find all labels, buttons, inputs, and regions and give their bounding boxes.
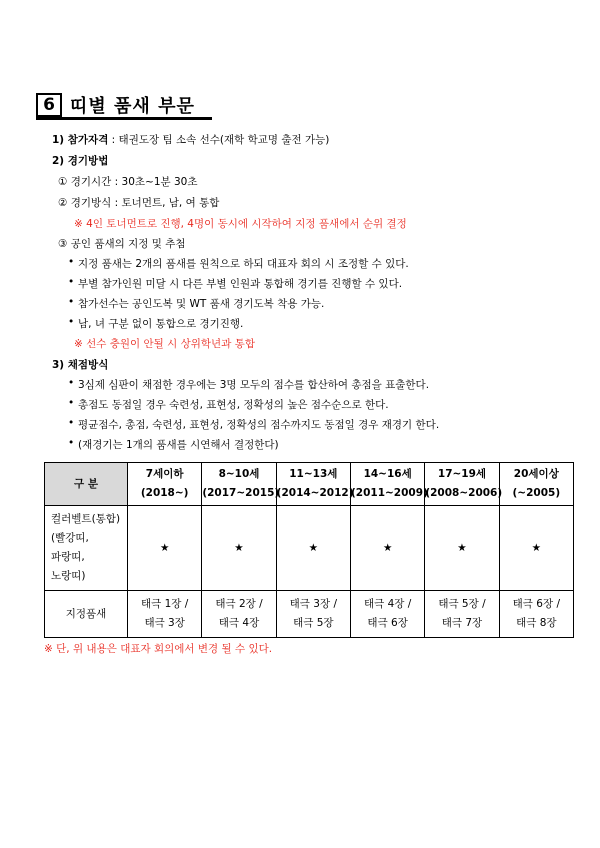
- division-table: [44, 462, 574, 638]
- poomsae-line: 태극 4장: [218, 617, 260, 629]
- scoring-bullet: • 3심제 심판이 채점한 경우에는 3명 모두의 점수를 합산하여 총점을 표출한다.: [78, 377, 429, 392]
- header-cell: [499, 463, 573, 506]
- table-row: [45, 591, 574, 638]
- footer-note: ※ 단, 위 내용은 대표자 회의에서 변경 될 수 있다.: [44, 643, 273, 655]
- row-label-poomsae: 지정품새: [45, 591, 128, 638]
- designation-bullet: • 참가선수는 공인도복 및 WT 품새 경기도복 착용 가능.: [78, 296, 324, 311]
- poomsae-line: 태극 3장 /: [289, 598, 337, 610]
- header-years: (2014~2012): [276, 487, 354, 499]
- designation-bullet: • 부별 참가인원 미달 시 다른 부별 인원과 통합해 경기를 진행할 수 있다.: [78, 276, 402, 291]
- poomsae-line: 태극 8장: [516, 617, 557, 629]
- poomsae-cell: [499, 591, 573, 638]
- scoring-bullet: • 평균점수, 총점, 숙련성, 표현성, 정확성의 점수까지도 동점일 경우 재경기 한다.: [78, 417, 439, 432]
- section-title: 띠별 품새 부문: [70, 96, 195, 117]
- poomsae-line: 태극 1장 /: [141, 598, 189, 610]
- poomsae-line: 태극 6장: [367, 617, 408, 629]
- header-label: 구 분: [45, 463, 128, 506]
- header-years: (2008~2006): [425, 487, 503, 499]
- header-years: (2018~): [140, 487, 189, 499]
- header-cell: [350, 463, 428, 506]
- poomsae-cell: [128, 591, 202, 638]
- poomsae-line: 태극 6장 /: [512, 598, 560, 610]
- eligibility-label: 1) 참가자격: [52, 134, 109, 146]
- header-years: (~2005): [512, 487, 561, 499]
- scoring-bullet: • (재경기는 1개의 품새를 시연해서 결정한다): [78, 437, 279, 452]
- poomsae-line: 태극 4장 /: [363, 598, 412, 610]
- method-mode: ② 경기방식 : 토너먼트, 남, 여 통합: [58, 197, 220, 209]
- header-cell: [425, 463, 503, 506]
- row-label-line: (빨강띠,: [51, 532, 89, 544]
- section-number: 6: [36, 93, 62, 117]
- header-years: (2011~2009): [350, 487, 428, 499]
- eligibility-text: : 태권도장 팀 소속 선수(재학 학교명 출전 가능): [108, 134, 330, 146]
- header-cell: [128, 463, 202, 506]
- poomsae-line: 태극 7장: [441, 617, 483, 629]
- star-mark: ★: [276, 506, 350, 591]
- designation-bullet: • 남, 녀 구분 없이 통합으로 경기진행.: [78, 316, 243, 331]
- row-label-color-belt: [45, 506, 128, 591]
- row-label-line: 노랑띠): [51, 570, 86, 582]
- method-time: ① 경기시간 : 30초~1분 30초: [58, 176, 198, 188]
- poomsae-cell: [350, 591, 424, 638]
- star-mark: ★: [350, 506, 424, 591]
- row-label-line: 컬러벨트(통합): [51, 513, 121, 525]
- header-age: 20세이상: [513, 468, 559, 480]
- header-age: 14~16세: [363, 468, 412, 480]
- poomsae-line: 태극 5장: [293, 617, 334, 629]
- poomsae-cell: [202, 591, 276, 638]
- scoring-label: 3) 채점방식: [52, 359, 109, 371]
- designation-bullet: • 지정 품새는 2개의 품새를 원칙으로 하되 대표자 회의 시 조정할 수 있다.: [78, 256, 409, 271]
- row-label-line: 파랑띠,: [51, 551, 85, 563]
- table-row: [45, 506, 574, 591]
- header-age: 17~19세: [437, 468, 487, 480]
- poomsae-cell: [425, 591, 499, 638]
- poomsae-cell: [276, 591, 350, 638]
- scoring-bullet: • 총점도 동점일 경우 숙련성, 표현성, 정확성의 높은 점수순으로 한다.: [78, 397, 389, 412]
- star-mark: ★: [499, 506, 573, 591]
- header-years: (2017~2015): [202, 487, 280, 499]
- table-header-row: [45, 463, 574, 506]
- star-mark: ★: [128, 506, 202, 591]
- eligibility: [52, 132, 329, 147]
- poomsae-line: 태극 5장 /: [438, 598, 486, 610]
- header-cell: [202, 463, 280, 506]
- star-mark: ★: [202, 506, 276, 591]
- method-mode-note: ※ 4인 토너먼트로 진행, 4명이 동시에 시작하여 지정 품새에서 순위 결정: [74, 218, 407, 230]
- header-age: 11~13세: [289, 468, 338, 480]
- method-label: 2) 경기방법: [52, 155, 109, 167]
- method-designation: ③ 공인 품새의 지정 및 추첨: [58, 238, 186, 250]
- designation-note: ※ 선수 충원이 안될 시 상위학년과 통합: [74, 338, 255, 350]
- section-underline: [36, 117, 212, 120]
- star-mark: ★: [425, 506, 499, 591]
- header-age: 8~10세: [218, 468, 260, 480]
- poomsae-line: 태극 3장: [144, 617, 185, 629]
- header-cell: [276, 463, 354, 506]
- poomsae-line: 태극 2장 /: [215, 598, 263, 610]
- header-age: 7세이하: [145, 468, 184, 480]
